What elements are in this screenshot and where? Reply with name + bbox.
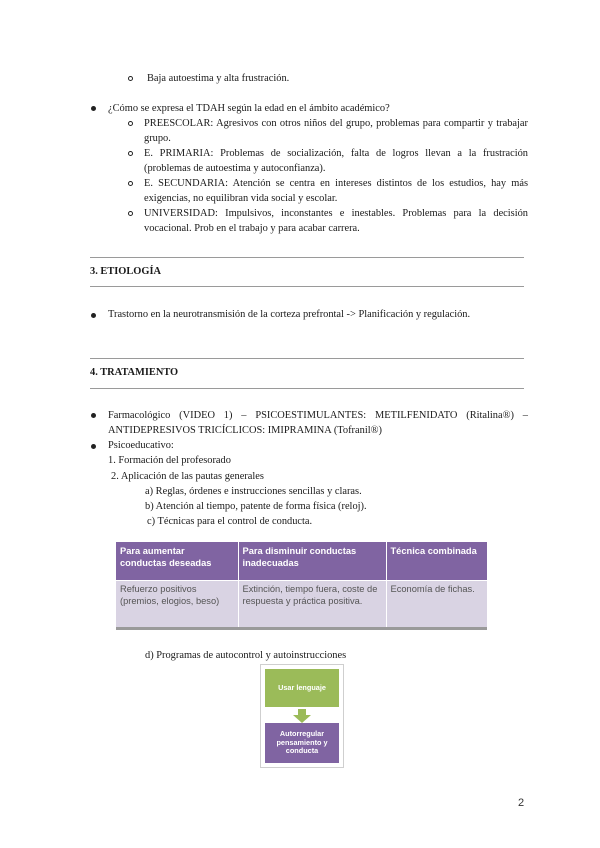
item-label: PREESCOLAR: [144, 118, 214, 129]
list-item: Psicoeducativo: [108, 440, 174, 451]
list-item [144, 146, 528, 176]
techniques-table [116, 542, 488, 627]
divider [90, 358, 524, 359]
item-text: Atención se centra en intereses distintos de los estudios, hay más exigencias, no equilibran vida social y escolar. [144, 178, 528, 204]
sub-item: b) Atención al tiempo, patente de forma física (reloj). [145, 501, 367, 512]
sub-item: d) Programas de autocontrol y autoinstrucciones [145, 650, 347, 661]
list-item [144, 116, 528, 146]
hollow-bullet-icon [128, 76, 133, 81]
table-cell: Economía de fichas. [386, 581, 487, 628]
numbered-item: 1. Formación del profesorado [108, 455, 231, 466]
table-header-cell: Para aumentar conductas deseadas [116, 542, 238, 581]
hollow-bullet-icon [128, 181, 133, 186]
list-item [144, 206, 528, 236]
divider [90, 286, 524, 287]
page-number: 2 [518, 797, 525, 809]
section-heading-tratamiento: 4. TRATAMIENTO [90, 367, 179, 378]
table-shadow [116, 627, 487, 630]
hollow-bullet-icon [128, 121, 133, 126]
flow-step-usar-lenguaje: Usar lenguaje [265, 669, 339, 707]
table-header-cell: Técnica combinada [386, 542, 487, 581]
hollow-bullet-icon [128, 211, 133, 216]
numbered-item: 2. Aplicación de las pautas generales [111, 471, 264, 482]
divider [90, 257, 524, 258]
bullet-icon [91, 444, 96, 449]
item-label: UNIVERSIDAD: [144, 208, 218, 219]
table-header-cell: Para disminuir conductas inadecuadas [238, 542, 386, 581]
sub-item: c) Técnicas para el control de conducta. [147, 516, 313, 527]
arrow-down-icon [293, 709, 311, 723]
table-cell: Refuerzo positivos (premios, elogios, beso) [116, 581, 238, 628]
flow-step-autorregular: Autorregular pensamiento y conducta [265, 723, 339, 763]
item-label: E. PRIMARIA: [144, 148, 214, 159]
table-cell: Extinción, tiempo fuera, coste de respuesta y práctica positiva. [238, 581, 386, 628]
flow-diagram [260, 664, 344, 768]
item-label: E. SECUNDARIA: [144, 178, 228, 189]
bullet-icon [91, 106, 96, 111]
list-item: Farmacológico (VIDEO 1) – PSICOESTIMULANTES: METILFENIDATO (Ritalina®) – ANTIDEPRESIVOS TRICÍCLICOS: IMIPRAMINA (Tofranil®) [108, 410, 528, 436]
table-row [116, 581, 487, 628]
item-text: Agresivos con otros niños del grupo, problemas para compartir y trabajar grupo. [144, 118, 528, 144]
hollow-bullet-icon [128, 151, 133, 156]
sub-item: a) Reglas, órdenes e instrucciones sencillas y claras. [145, 486, 362, 497]
list-item [144, 176, 528, 206]
section-heading-etiologia: 3. ETIOLOGÍA [90, 266, 162, 277]
question-title: ¿Cómo se expresa el TDAH según la edad en el ámbito académico? [108, 103, 390, 114]
item-text: Problemas de socialización, falta de logros llevan a la frustración (problemas de autoestima y autoconfianza). [144, 148, 528, 174]
list-item: Trastorno en la neurotransmisión de la corteza prefrontal -> Planificación y regulación. [108, 309, 471, 320]
item-text: Impulsivos, inconstantes e inestables. Problemas para la decisión vocacional. Prob en el trabajo y para acabar carrera. [144, 208, 528, 234]
divider [90, 388, 524, 389]
bullet-icon [91, 313, 96, 318]
list-item: Baja autoestima y alta frustración. [147, 73, 290, 84]
table-header-row [116, 542, 487, 581]
bullet-icon [91, 413, 96, 418]
